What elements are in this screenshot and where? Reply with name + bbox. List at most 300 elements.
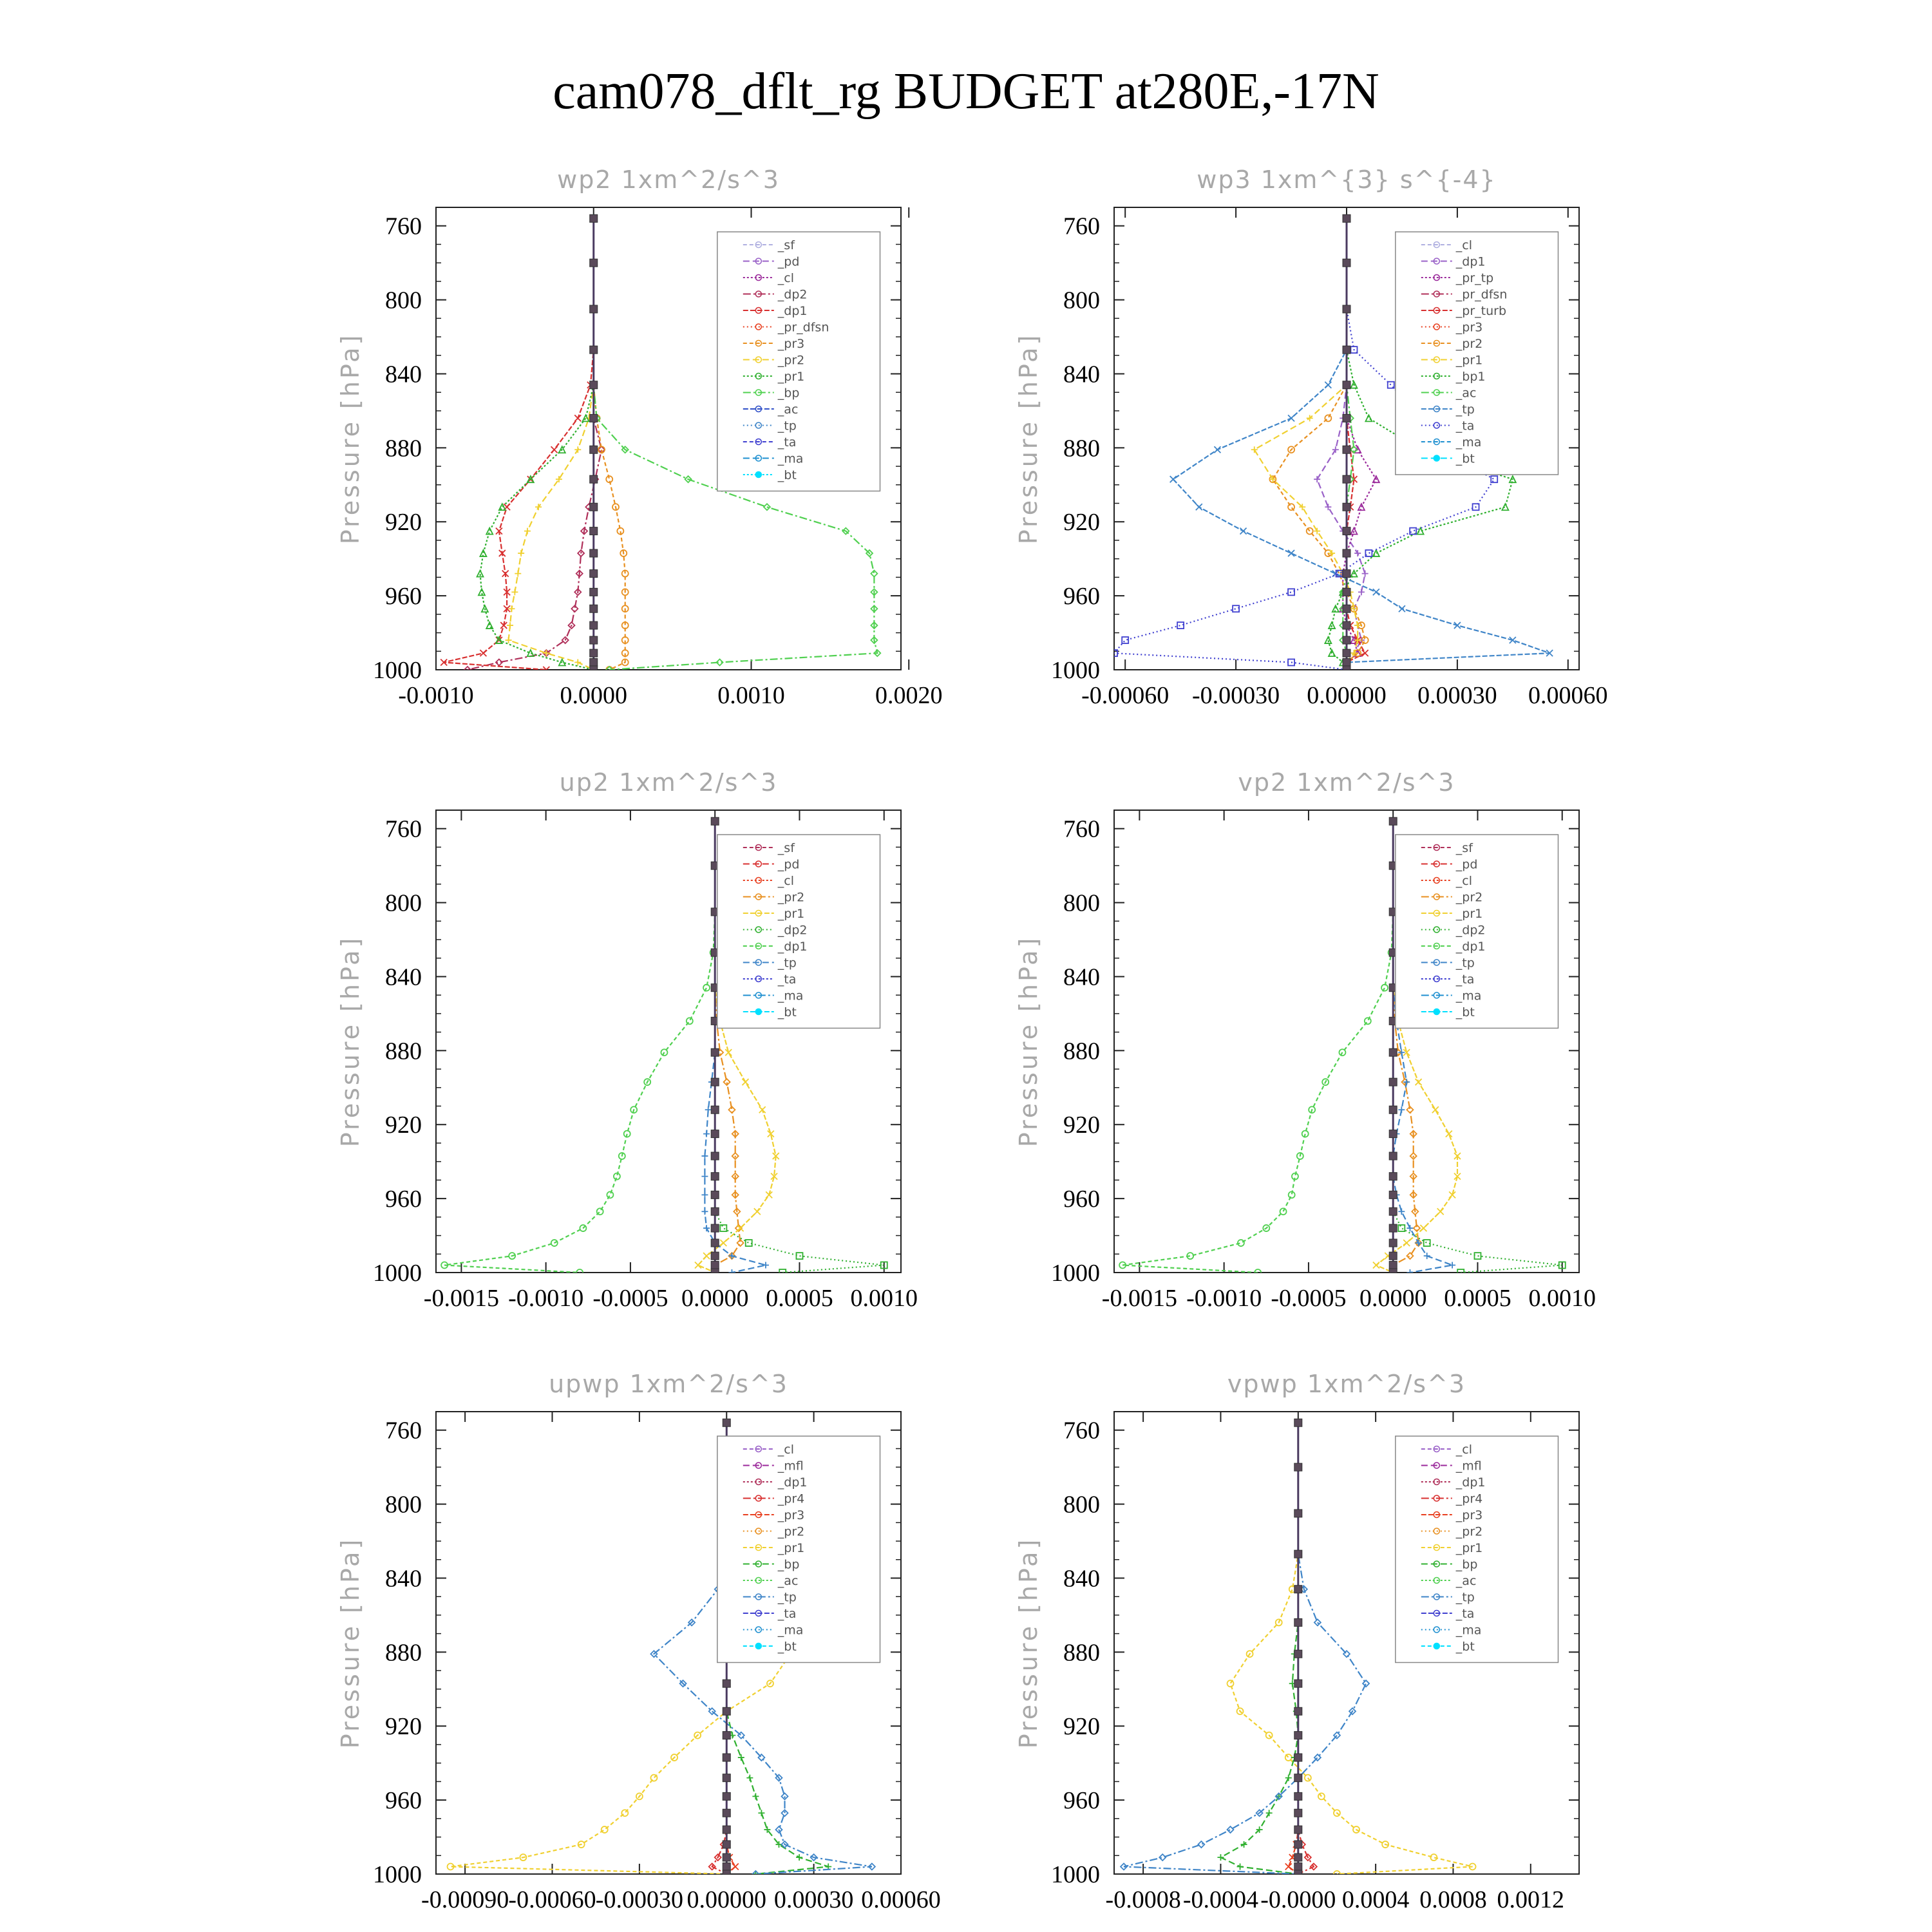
x-tick-label: 0.0005	[1444, 1285, 1511, 1312]
y-tick-label: 800	[1063, 287, 1100, 314]
legend-marker	[1434, 455, 1439, 461]
legend-entry: _ta	[1455, 1607, 1475, 1621]
x-tick-label: -0.00030	[595, 1886, 683, 1913]
data-point	[1399, 605, 1405, 612]
data-point	[1288, 504, 1294, 510]
legend-entry: _tp	[777, 419, 797, 433]
data-point	[1217, 1854, 1224, 1861]
y-tick-label: 960	[1063, 583, 1100, 611]
legend-entry: _pd	[777, 857, 800, 872]
legend-entry: _dp1	[777, 940, 808, 954]
zero-marker	[723, 1853, 730, 1861]
zero-marker	[590, 346, 598, 354]
data-point	[1381, 985, 1388, 991]
data-point	[687, 1018, 693, 1024]
legend-entry: _bt	[1455, 1640, 1475, 1654]
y-tick-label: 1000	[373, 1260, 422, 1287]
panel-1	[336, 166, 942, 709]
zero-marker	[590, 649, 598, 657]
legend-entry: _sf	[1455, 841, 1473, 855]
y-tick-label: 880	[385, 435, 422, 462]
x-tick-label: 0.0000	[560, 682, 627, 709]
legend-entry: _pr2	[1455, 337, 1483, 351]
data-point	[1285, 1754, 1292, 1761]
legend-entry: _dp1	[1455, 1475, 1486, 1490]
zero-marker	[1389, 1078, 1397, 1086]
zero-marker	[1343, 659, 1350, 667]
zero-marker	[1294, 1586, 1302, 1593]
x-tick-label: -0.0010	[1186, 1285, 1262, 1312]
data-point	[1420, 1225, 1426, 1231]
y-tick-label: 800	[385, 1491, 422, 1519]
zero-marker	[1294, 1510, 1302, 1517]
y-tick-label: 960	[385, 583, 422, 611]
legend-entry: _pr_turb	[1455, 304, 1507, 318]
legend-entry: _ta	[777, 435, 797, 450]
legend-entry: _pr_dfsn	[1455, 287, 1508, 302]
legend-entry: _cl	[777, 1443, 795, 1457]
zero-marker	[590, 446, 598, 453]
series-line-dp1	[444, 218, 594, 670]
series-line-pr_tp	[1343, 218, 1376, 670]
x-tick-label: 0.0012	[1497, 1886, 1565, 1913]
legend	[717, 232, 880, 491]
y-tick-label: 920	[385, 509, 422, 536]
zero-marker	[723, 1870, 730, 1878]
x-tick-label: -0.00060	[508, 1886, 596, 1913]
legend-entry: _pr_tp	[1455, 271, 1494, 285]
data-point	[746, 1775, 753, 1781]
zero-marker	[711, 1252, 719, 1260]
zero-marker	[723, 1419, 730, 1426]
zero-marker	[723, 1774, 730, 1782]
legend-entry: _sf	[777, 238, 795, 252]
zero-marker	[723, 1707, 730, 1715]
legend-entry: _pr3	[777, 1508, 805, 1522]
zero-marker	[711, 1130, 719, 1138]
data-point	[1432, 1106, 1439, 1113]
x-tick-label: 0.0004	[1341, 1886, 1410, 1913]
legend-entry: _ma	[777, 989, 804, 1003]
data-point	[720, 1225, 726, 1231]
legend-entry: _dp2	[777, 287, 808, 302]
zero-marker	[1294, 1680, 1302, 1687]
zero-marker	[1343, 381, 1350, 389]
x-tick-label: -0.0015	[1101, 1285, 1177, 1312]
zero-marker	[1343, 549, 1350, 557]
legend-entry: _tp	[1455, 1590, 1475, 1605]
x-tick-label: -0.00090	[421, 1886, 509, 1913]
data-point	[732, 1864, 739, 1870]
panel-title: up2 1xm^2/s^3	[559, 768, 778, 797]
legend-entry: _tp	[777, 1590, 797, 1605]
x-tick-label: 0.0008	[1419, 1886, 1487, 1913]
panel-title: vpwp 1xm^2/s^3	[1227, 1370, 1466, 1398]
zero-marker	[723, 1792, 730, 1800]
x-tick-label: 0.0010	[717, 682, 785, 709]
legend-entry: _pr2	[1455, 1524, 1483, 1539]
legend-entry: _ma	[1455, 435, 1482, 450]
data-point	[1362, 571, 1368, 577]
zero-marker	[711, 1191, 719, 1198]
zero-marker	[590, 659, 598, 667]
y-tick-label: 760	[385, 1417, 422, 1444]
zero-marker	[590, 475, 598, 483]
x-tick-label: 0.00060	[1528, 682, 1608, 709]
x-tick-label: -0.0010	[508, 1285, 584, 1312]
y-tick-label: 760	[385, 815, 422, 843]
zero-marker	[1294, 1841, 1302, 1848]
y-tick-label: 840	[1063, 963, 1100, 991]
zero-marker	[590, 570, 598, 578]
data-point	[762, 1262, 769, 1269]
y-tick-label: 800	[1063, 889, 1100, 917]
y-tick-label: 800	[1063, 1491, 1100, 1519]
y-axis-label: Pressure [hPa]	[1014, 1537, 1043, 1749]
zero-marker	[1389, 1239, 1397, 1247]
legend-entry: _bt	[1455, 451, 1475, 466]
legend-entry: _ac	[1455, 1574, 1477, 1588]
data-point	[759, 1106, 766, 1113]
legend-entry: _bp	[1455, 1557, 1478, 1572]
y-tick-label: 920	[1063, 1713, 1100, 1741]
data-point	[1350, 528, 1357, 535]
zero-marker	[1389, 1224, 1397, 1232]
zero-marker	[1343, 527, 1350, 535]
zero-marker	[1294, 1863, 1302, 1871]
legend-entry: _ta	[777, 972, 797, 987]
legend-entry: _tp	[1455, 956, 1475, 971]
data-point	[518, 550, 524, 556]
legend-marker	[755, 1009, 761, 1015]
legend-marker	[755, 472, 761, 478]
zero-marker	[711, 1239, 719, 1247]
x-tick-label: 0.0000	[1359, 1285, 1427, 1312]
legend-entry: _dp1	[1455, 254, 1486, 269]
zero-marker	[1294, 1618, 1302, 1626]
data-point	[1266, 1810, 1273, 1816]
zero-marker	[1294, 1826, 1302, 1833]
zero-marker	[1343, 605, 1350, 612]
y-axis-label: Pressure [hPa]	[1014, 332, 1043, 545]
data-point	[1240, 528, 1247, 535]
data-point	[1403, 1240, 1410, 1246]
zero-marker	[1343, 570, 1350, 578]
x-tick-label: 0.00030	[773, 1886, 854, 1913]
y-tick-label: 840	[1063, 361, 1100, 388]
data-point	[511, 589, 518, 595]
legend-entry: _sf	[777, 841, 795, 855]
legend-entry: _bt	[777, 468, 797, 482]
series-line-dp2	[468, 218, 601, 670]
zero-marker	[723, 1754, 730, 1761]
panel-2	[1014, 166, 1608, 709]
data-point	[1406, 1225, 1413, 1231]
zero-marker	[711, 1152, 719, 1160]
data-point	[1424, 1253, 1430, 1259]
legend-entry: _tp	[1455, 402, 1475, 417]
legend-entry: _cl	[1455, 1443, 1473, 1457]
legend-marker	[1434, 1009, 1439, 1015]
zero-marker	[711, 1173, 719, 1180]
data-point	[1358, 589, 1365, 595]
y-tick-label: 1000	[1051, 1260, 1100, 1287]
data-point	[703, 985, 710, 991]
legend-entry: _bt	[777, 1005, 797, 1019]
legend-entry: _dp1	[777, 304, 808, 318]
y-tick-label: 960	[385, 1787, 422, 1815]
data-point	[1449, 1262, 1455, 1269]
legend	[1396, 835, 1558, 1028]
zero-marker	[711, 1208, 719, 1215]
x-tick-label: 0.0005	[766, 1285, 833, 1312]
legend-entry: _dp2	[777, 923, 808, 938]
zero-marker	[723, 1863, 730, 1871]
zero-marker	[1389, 1130, 1397, 1138]
series-line-pr3	[1289, 1423, 1298, 1874]
y-tick-label: 760	[1063, 213, 1100, 240]
data-point	[1241, 1841, 1247, 1848]
data-point	[1416, 1079, 1422, 1085]
panel-6	[1014, 1370, 1579, 1913]
panel-title: upwp 1xm^2/s^3	[549, 1370, 788, 1398]
legend-entry: _cl	[777, 271, 795, 285]
x-tick-label: -0.0008	[1105, 1886, 1181, 1913]
legend-entry: _tp	[777, 956, 797, 971]
series-line-tp	[1124, 1423, 1366, 1874]
legend-entry: _ac	[1455, 386, 1477, 401]
data-point	[607, 1191, 613, 1198]
x-tick-label: -0.0000	[1260, 1886, 1336, 1913]
legend-entry: _cl	[777, 874, 795, 888]
data-point	[742, 1079, 748, 1085]
legend-entry: _ac	[777, 402, 799, 417]
zero-marker	[711, 1224, 719, 1232]
zero-marker	[1389, 1269, 1397, 1276]
panels-group	[336, 166, 1608, 1913]
zero-marker	[723, 1809, 730, 1817]
data-point	[1214, 446, 1220, 453]
legend-entry: _pr2	[1455, 890, 1483, 905]
zero-marker	[590, 666, 598, 674]
legend-entry: _pr2	[777, 353, 805, 368]
data-point	[574, 415, 581, 421]
data-point	[754, 1208, 761, 1215]
legend-entry: _pr3	[1455, 1508, 1483, 1522]
zero-marker	[1343, 305, 1350, 313]
y-tick-label: 880	[1063, 1639, 1100, 1667]
legend-entry: _pr1	[777, 907, 805, 921]
y-tick-label: 760	[1063, 1417, 1100, 1444]
legend-entry: _ma	[1455, 989, 1482, 1003]
data-point	[1251, 446, 1258, 453]
legend-entry: _pr1	[1455, 907, 1483, 921]
series-line-pr2	[509, 218, 594, 670]
data-point	[601, 1826, 608, 1833]
y-axis-label: Pressure [hPa]	[336, 935, 365, 1148]
zero-marker	[1343, 588, 1350, 596]
legend-entry: _ac	[777, 1574, 799, 1588]
legend-entry: _ma	[777, 451, 804, 466]
data-point	[1325, 504, 1331, 510]
y-tick-label: 920	[1063, 1112, 1100, 1139]
data-point	[720, 1240, 726, 1246]
data-point	[695, 1262, 701, 1269]
data-point	[1373, 589, 1379, 595]
zero-marker	[1294, 1419, 1302, 1426]
data-point	[758, 1810, 764, 1816]
data-point	[621, 1810, 628, 1816]
y-axis-label: Pressure [hPa]	[1014, 935, 1043, 1148]
series-line-pr1	[1255, 218, 1358, 670]
data-point	[1398, 1106, 1405, 1113]
legend-marker	[755, 1643, 761, 1649]
y-tick-label: 760	[385, 213, 422, 240]
data-point	[703, 1131, 710, 1137]
panel-5	[336, 1370, 941, 1913]
y-tick-label: 840	[1063, 1565, 1100, 1593]
data-point	[1398, 1208, 1405, 1215]
y-tick-label: 920	[385, 1713, 422, 1741]
data-point	[597, 1208, 603, 1215]
data-point	[1373, 1262, 1379, 1269]
data-point	[574, 659, 581, 666]
data-point	[1285, 1864, 1292, 1870]
data-point	[1196, 504, 1202, 510]
legend	[1396, 1436, 1558, 1663]
x-tick-label: 0.00030	[1417, 682, 1497, 709]
x-tick-label: 0.0020	[875, 682, 943, 709]
data-point	[1325, 382, 1331, 388]
x-tick-label: 0.00000	[1307, 682, 1387, 709]
zero-marker	[711, 1269, 719, 1276]
zero-marker	[1389, 1191, 1397, 1198]
legend-entry: _pr3	[777, 337, 805, 351]
legend-entry: _bp	[777, 1557, 800, 1572]
zero-marker	[1389, 1173, 1397, 1180]
data-point	[701, 1191, 708, 1198]
zero-marker	[590, 588, 598, 596]
series-line-dp1	[444, 821, 715, 1273]
legend-entry: _pr1	[1455, 353, 1483, 368]
x-tick-label: -0.0005	[592, 1285, 668, 1312]
data-point	[1227, 1680, 1234, 1687]
data-point	[1233, 605, 1239, 612]
data-point	[524, 528, 531, 535]
data-point	[1437, 1208, 1444, 1215]
zero-marker	[1294, 1732, 1302, 1739]
data-point	[1325, 637, 1331, 643]
zero-marker	[711, 1078, 719, 1086]
legend-entry: _bp1	[1455, 370, 1486, 384]
legend-entry: _bp	[777, 386, 800, 401]
data-point	[738, 1754, 744, 1761]
zero-marker	[1294, 1707, 1302, 1715]
zero-marker	[723, 1826, 730, 1833]
legend-entry: _ta	[1455, 419, 1475, 433]
data-point	[1325, 415, 1331, 421]
y-tick-label: 1000	[373, 1861, 422, 1888]
zero-marker	[711, 817, 719, 825]
x-tick-label: 0.0010	[1528, 1285, 1596, 1312]
y-tick-label: 1000	[373, 657, 422, 684]
y-tick-label: 920	[1063, 509, 1100, 536]
x-tick-label: 0.00000	[687, 1886, 766, 1913]
legend-entry: _cl	[1455, 874, 1473, 888]
zero-marker	[1294, 1550, 1302, 1558]
series-line-dp1	[1317, 218, 1365, 670]
zero-marker	[1294, 1809, 1302, 1817]
legend-entry: _dp1	[1455, 940, 1486, 954]
data-point	[650, 1775, 657, 1781]
panel-title: wp2 1xm^2/s^3	[557, 166, 780, 194]
figure-title: cam078_dflt_rg BUDGET at280E,-17N	[553, 63, 1379, 120]
zero-marker	[1343, 636, 1350, 644]
legend-entry: _ta	[777, 1607, 797, 1621]
zero-marker	[590, 549, 598, 557]
zero-marker	[590, 527, 598, 535]
y-tick-label: 880	[385, 1639, 422, 1667]
data-point	[705, 1106, 712, 1113]
y-tick-label: 840	[385, 361, 422, 388]
legend-entry: _ta	[1455, 972, 1475, 987]
legend-entry: _pr4	[777, 1492, 805, 1506]
legend-entry: _bt	[777, 1640, 797, 1654]
data-point	[1373, 550, 1379, 556]
zero-marker	[1343, 649, 1350, 657]
zero-marker	[1343, 475, 1350, 483]
zero-marker	[1389, 1152, 1397, 1160]
y-tick-label: 960	[385, 1186, 422, 1213]
series-line-ac	[1343, 218, 1354, 670]
x-tick-label: -0.0010	[398, 682, 474, 709]
data-point	[515, 571, 521, 577]
legend-entry: _pr1	[777, 370, 805, 384]
legend-entry: _pr_dfsn	[777, 320, 829, 335]
zero-marker	[723, 1680, 730, 1687]
x-tick-label: -0.0005	[1271, 1285, 1347, 1312]
legend-entry: _dp2	[1455, 923, 1486, 938]
panel-title: vp2 1xm^2/s^3	[1238, 768, 1455, 797]
data-point	[527, 650, 534, 656]
zero-marker	[1389, 1208, 1397, 1215]
zero-marker	[1294, 1792, 1302, 1800]
y-tick-label: 1000	[1051, 657, 1100, 684]
legend-entry: _mfl	[1455, 1459, 1482, 1473]
data-point	[703, 1225, 710, 1231]
data-point	[1237, 1864, 1244, 1870]
legend-entry: _ma	[1455, 1623, 1482, 1638]
panel-title: wp3 1xm^{3} s^{-4}	[1197, 166, 1497, 194]
zero-marker	[590, 503, 598, 511]
data-point	[796, 1253, 802, 1259]
zero-marker	[1343, 446, 1350, 453]
zero-marker	[711, 1048, 719, 1056]
x-tick-label: 0.0000	[681, 1285, 749, 1312]
x-tick-label: -0.0015	[423, 1285, 499, 1312]
y-tick-label: 800	[385, 889, 422, 917]
zero-marker	[1294, 1650, 1302, 1658]
data-point	[1288, 415, 1294, 421]
y-tick-label: 880	[1063, 1037, 1100, 1065]
legend	[717, 835, 880, 1028]
zero-marker	[1294, 1754, 1302, 1761]
data-point	[1227, 1826, 1234, 1833]
zero-marker	[590, 414, 598, 422]
legend-entry: _ma	[777, 1623, 804, 1638]
zero-marker	[1343, 346, 1350, 354]
legend-entry: _pr1	[1455, 1541, 1483, 1555]
